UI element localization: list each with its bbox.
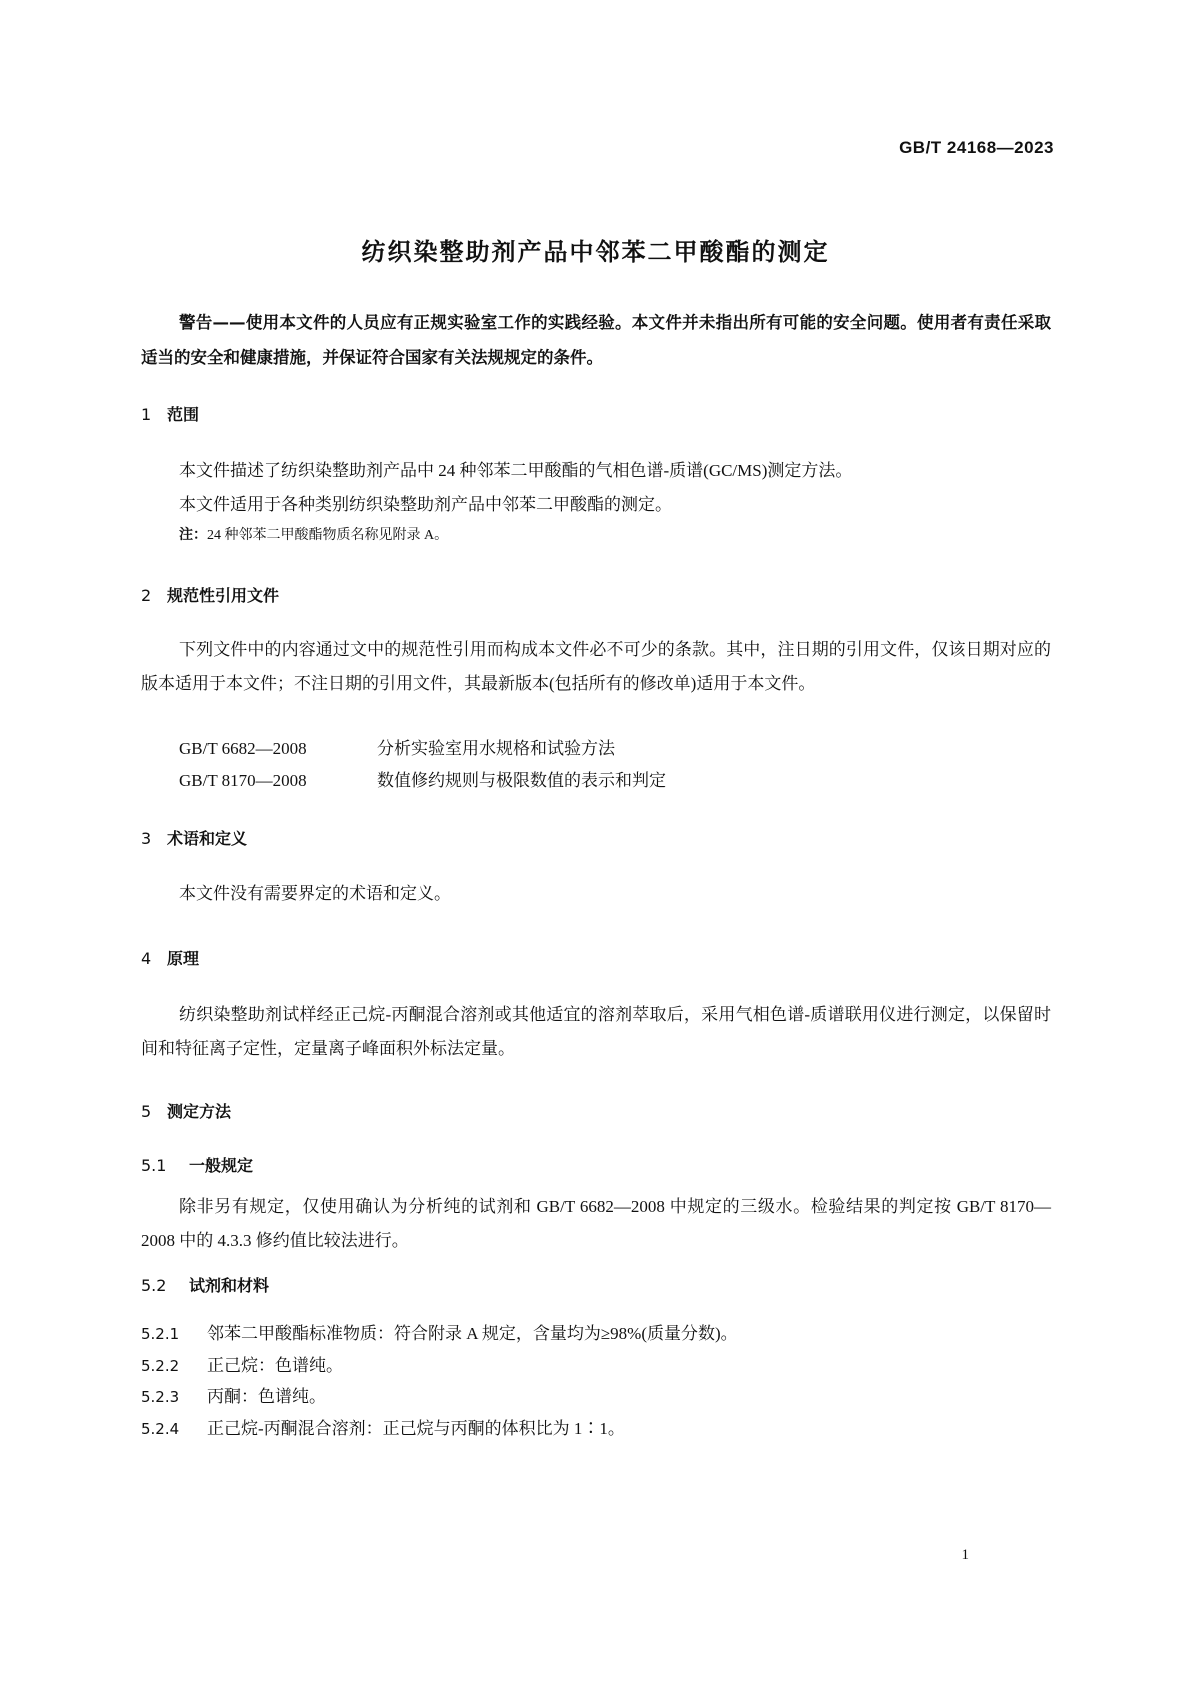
scope-paragraph-2: 本文件适用于各种类别纺织染整助剂产品中邻苯二甲酸酯的测定。	[179, 495, 672, 514]
reference-title: 分析实验室用水规格和试验方法	[377, 739, 615, 758]
safety-warning: 警告——使用本文件的人员应有正规实验室工作的实践经验。本文件并未指出所有可能的安全问题。使用者有责任采取适当的安全和健康措施，并保证符合国家有关法规规定的条件。	[141, 313, 1051, 367]
section-3-heading	[141, 826, 247, 849]
reagent-item	[141, 1351, 343, 1376]
section-2-heading	[141, 583, 279, 606]
reference-title: 数值修约规则与极限数值的表示和判定	[377, 771, 666, 790]
subsection-title: 试剂和材料	[189, 1276, 270, 1295]
reference-item	[179, 766, 666, 791]
item-text: 正己烷：色谱纯。	[207, 1356, 343, 1375]
item-text: 正己烷-丙酮混合溶剂：正己烷与丙酮的体积比为 1∶1。	[207, 1419, 625, 1438]
item-number: 5.2.3	[141, 1388, 180, 1406]
subsection-5-2-heading	[141, 1273, 269, 1296]
subsection-5-1-heading	[141, 1153, 253, 1176]
standard-code: GB/T 24168—2023	[899, 138, 1054, 157]
item-number: 5.2.2	[141, 1357, 180, 1375]
item-number: 5.2.1	[141, 1325, 180, 1343]
principle-paragraph: 纺织染整助剂试样经正己烷-丙酮混合溶剂或其他适宜的溶剂萃取后，采用气相色谱-质谱联用仪进行测定，以保留时间和特征离子定性，定量离子峰面积外标法定量。	[141, 1005, 1051, 1058]
section-title: 测定方法	[167, 1102, 232, 1121]
section-4-heading	[141, 946, 199, 969]
reagent-item	[141, 1382, 326, 1407]
section-title: 规范性引用文件	[167, 586, 280, 605]
page-number: 1	[961, 1547, 969, 1563]
scope-paragraph-1: 本文件描述了纺织染整助剂产品中 24 种邻苯二甲酸酯的气相色谱-质谱(GC/MS)测定方法。	[179, 461, 853, 480]
reagent-item	[141, 1319, 738, 1344]
subsection-number: 5.1	[141, 1156, 167, 1175]
section-number: 1	[141, 405, 152, 424]
note-label: 注：	[179, 527, 207, 543]
section-title: 术语和定义	[167, 829, 248, 848]
terms-paragraph: 本文件没有需要界定的术语和定义。	[179, 884, 451, 903]
general-provisions-paragraph: 除非另有规定，仅使用确认为分析纯的试剂和 GB/T 6682—2008 中规定的三级水。检验结果的判定按 GB/T 8170—2008 中的 4.3.3 修约值比较法进行。	[141, 1197, 1051, 1250]
note-text: 24 种邻苯二甲酸酯物质名称见附录 A。	[207, 528, 449, 543]
section-1-heading	[141, 402, 199, 425]
item-number: 5.2.4	[141, 1420, 180, 1438]
subsection-title: 一般规定	[189, 1156, 254, 1175]
section-5-heading	[141, 1099, 231, 1122]
item-text: 丙酮：色谱纯。	[207, 1387, 326, 1406]
section-number: 3	[141, 829, 152, 848]
subsection-number: 5.2	[141, 1276, 167, 1295]
reference-code: GB/T 8170—2008	[179, 771, 307, 790]
reagent-item	[141, 1414, 625, 1439]
section-number: 4	[141, 949, 152, 968]
normative-references-paragraph: 下列文件中的内容通过文中的规范性引用而构成本文件必不可少的条款。其中，注日期的引用文件，仅该日期对应的版本适用于本文件；不注日期的引用文件，其最新版本(包括所有的修改单)适用于本文件。	[141, 640, 1051, 693]
scope-note	[179, 524, 448, 544]
reference-code: GB/T 6682—2008	[179, 739, 307, 758]
reference-item	[179, 734, 615, 759]
section-title: 范围	[167, 405, 200, 424]
document-title: 纺织染整助剂产品中邻苯二甲酸酯的测定	[361, 238, 830, 266]
item-text: 邻苯二甲酸酯标准物质：符合附录 A 规定，含量均为≥98%(质量分数)。	[207, 1324, 738, 1343]
section-number: 5	[141, 1102, 152, 1121]
section-title: 原理	[167, 949, 200, 968]
section-number: 2	[141, 586, 152, 605]
